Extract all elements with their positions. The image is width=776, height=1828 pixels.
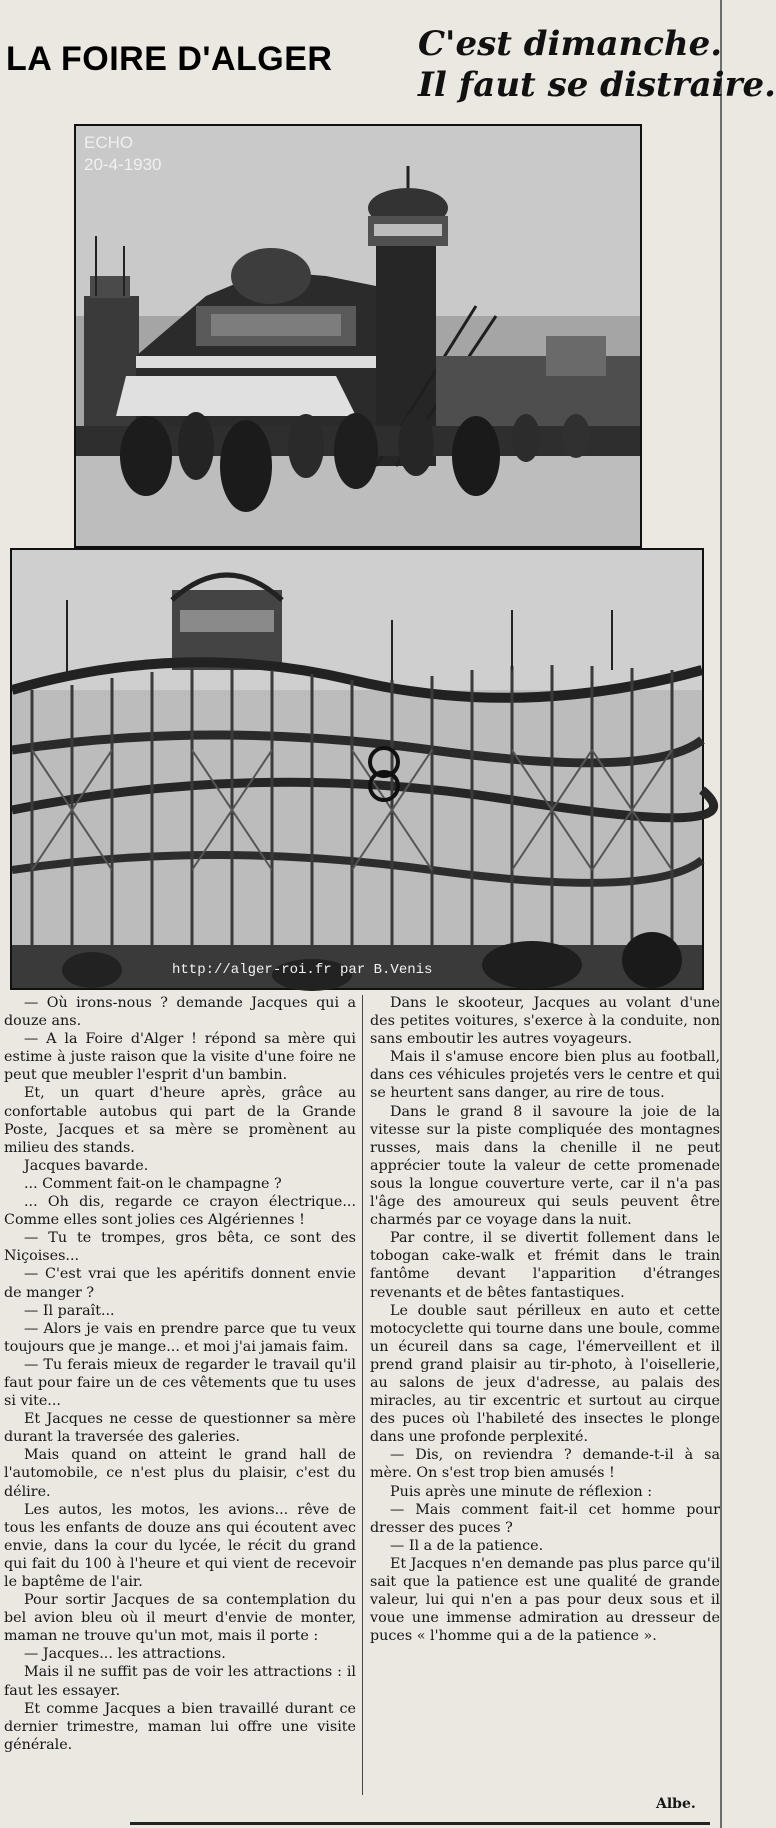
article-paragraph: Puis après une minute de réflexion : <box>390 1483 653 1500</box>
article-paragraph: Mais quand on atteint le grand hall de l'automobile, ce n'est plus du plaisir, c'est du délire. <box>4 1447 356 1500</box>
article-paragraph: Et, un quart d'heure après, grâce au confortable autobus qui part de la Grande Poste, Jacques et sa mère se promènent au milieu des stands. <box>4 1085 356 1156</box>
page-title: LA FOIRE D'ALGER <box>6 40 333 78</box>
article-column-right <box>370 994 720 1645</box>
article-paragraph: — Dis, on reviendra ? demande-t-il à sa mère. On s'est trop bien amusés ! <box>370 1447 720 1482</box>
column-divider <box>362 995 363 1795</box>
column-border <box>720 0 722 1828</box>
article-paragraph: ... Oh dis, regarde ce crayon électrique... Comme elles sont jolies ces Algériennes ! <box>4 1194 356 1229</box>
article-paragraph: — Alors je vais en prendre parce que tu veux toujours que je mange... et moi j'ai jamais faim. <box>4 1320 356 1355</box>
article-paragraph: Le double saut périlleux en auto et cette motocyclette qui tourne dans une boule, comme un écureil dans sa cage, l'émerveillent et il prend grand plaisir au tir-photo, à l'oisellerie, au salons de jeux d'adresse, au palais des miracles, au tir excentric et surtout au cirque des puces où l'habileté des insectes le plonge dans une profonde perplexité. <box>370 1302 720 1446</box>
article-column-left <box>4 994 356 1754</box>
article-paragraph: Dans le skooteur, Jacques au volant d'une des petites voitures, s'exerce à la conduite, non sans emboutir les autres voyageurs. <box>370 995 720 1048</box>
headline-line-1: C'est dimanche. <box>418 24 723 64</box>
article-signature: Albe. <box>656 1796 696 1812</box>
article-paragraph: Pour sortir Jacques de sa contemplation du bel avion bleu où il meurt d'envie de monter, maman ne trouve qu'un mot, mais il porte : <box>4 1592 356 1645</box>
article-paragraph: — Il a de la patience. <box>390 1537 544 1554</box>
source-paper: ECHO <box>84 133 134 152</box>
source-date: 20-4-1930 <box>84 155 162 174</box>
article-paragraph: Par contre, il se divertit follement dans le tobogan cake-walk et frémit dans le train fantôme devant l'apparition d'étranges revenants et de bêtes fantastiques. <box>370 1230 720 1301</box>
article-paragraph: ... Comment fait-on le champagne ? <box>24 1175 282 1192</box>
photo-fair-pavilion <box>74 124 642 548</box>
article-paragraph: Dans le grand 8 il savoure la joie de la vitesse sur la piste compliquée des montagnes russes, mais dans la chenille il ne peut apprécier toute la valeur de cette promenade sous la longue couverture verte, car il n'a pas l'âge des amoureux qui seuls peuvent être charmés par ce voyage dans la nuit. <box>370 1103 720 1229</box>
article-paragraph: — Tu te trompes, gros bêta, ce sont des Niçoises... <box>4 1230 356 1265</box>
headline-line-2: Il faut se distraire. <box>418 65 776 105</box>
article-paragraph: Et Jacques n'en demande pas plus parce qu'il sait que la patience est une qualité de grande valeur, lui qui n'en a pas pour deux sous et il voue une immense admiration au dresseur de puces « l'homme qui a de la patience ». <box>370 1555 720 1645</box>
photo-roller-coaster <box>10 548 704 990</box>
article-paragraph: — A la Foire d'Alger ! répond sa mère qui estime à juste raison que la visite d'une foire ne peut que meubler l'esprit d'un bambin. <box>4 1031 356 1084</box>
article-paragraph: Et Jacques ne cesse de questionner sa mère durant la traversée des galeries. <box>4 1411 356 1446</box>
article-paragraph: Les autos, les motos, les avions... rêve de tous les enfants de douze ans qui écoutent avec envie, dans la cour du lycée, le récit du grand qui fait du 100 à l'heure et qui vient de recevoir le baptême de l'air. <box>4 1501 356 1590</box>
article-paragraph: — Mais comment fait-il cet homme pour dresser des puces ? <box>370 1501 720 1536</box>
bottom-rule <box>130 1822 710 1825</box>
source-caption <box>84 132 162 176</box>
article-paragraph: — Tu ferais mieux de regarder le travail qu'il faut pour faire un de ces vêtements que tu uses si vite... <box>4 1356 356 1410</box>
article-paragraph: — Il paraît... <box>24 1302 115 1319</box>
article-headline <box>418 24 776 106</box>
article-paragraph: — C'est vrai que les apéritifs donnent envie de manger ? <box>4 1266 356 1301</box>
article-paragraph: Mais il s'amuse encore bien plus au football, dans ces véhicules projetés vers le centre et qui se heurtent sans danger, au rire de tous. <box>370 1049 720 1102</box>
article-paragraph: Jacques bavarde. <box>24 1157 149 1174</box>
article-paragraph: Mais il ne suffit pas de voir les attractions : il faut les essayer. <box>4 1664 356 1699</box>
article-paragraph: Et comme Jacques a bien travaillé durant ce dernier trimestre, maman lui offre une visite générale. <box>4 1700 356 1753</box>
article-paragraph: — Où irons-nous ? demande Jacques qui a douze ans. <box>4 995 356 1030</box>
source-credit: http://alger-roi.fr par B.Venis <box>172 962 433 978</box>
article-paragraph: — Jacques... les attractions. <box>24 1646 226 1663</box>
